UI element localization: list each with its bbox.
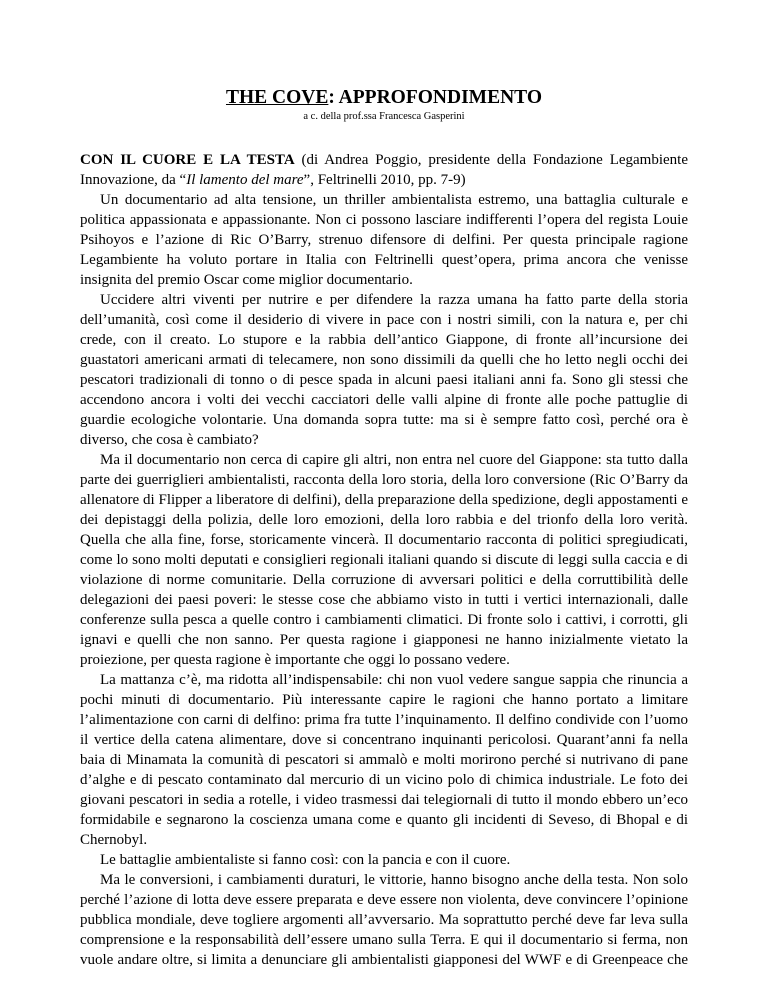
paragraph: Ma le conversioni, i cambiamenti duraturi, le vittorie, hanno bisogno anche della testa. Non solo perché l’azione di lotta deve essere preparata e deve essere non violenta, deve convincere l’opinione pubblica mondiale, deve togliere argomenti all’avversario. Ma soprattutto perché deve far leva sulla comprensione e la responsabilità dell’essere umano sulla Terra. E qui il documentario si ferma, non vuole andare oltre, si limita a denunciare gli ambientalisti giapponesi del WWF e di Greenpeace che — [80, 872, 688, 968]
paragraph: La mattanza c’è, ma ridotta all’indispensabile: chi non vuol vedere sangue sappia che rinuncia a pochi minuti di documentario. Più interessante capire le ragioni che hanno portato a limitare l’alimentazione con carni di delfino: prima fra tutte l’inquinamento. Il delfino condivide con l’uomo il vertice della catena alimentare, dove si concentrano inquinanti pericolosi. Quarant’anni fa nella baia di Minamata la comunità di pescatori si ammalò e molti morirono perché si nutrivano di pane d’alghe e di pescato contaminato dal mercurio di un vicino polo di chimica industriale. Le foto dei giovani pescatori in sedia a rotelle, i video trasmessi dai telegiornali di tutto il mondo ebbero un’eco formidabile e segnarono la coscienza umana come e quanto gli incidenti di Seveso, di Bhopal e di Chernobyl. — [80, 672, 688, 848]
article-body — [80, 150, 688, 970]
paragraph: Ma il documentario non cerca di capire gli altri, non entra nel cuore del Giappone: sta tutto dalla parte dei guerriglieri ambientalisti, racconta della loro storia, della loro conversione (Ric O’Barry da allenatore di Flipper a liberatore di delfini), della preparazione della spedizione, degli appostamenti e dei depistaggi della polizia, delle loro emozioni, della loro rabbia e del trionfo della loro verità. Quella che alla fine, forse, storicamente vincerà. Il documentario racconta di politici spregiudicati, come lo sono molti deputati e consiglieri regionali italiani quando si discute di leggi sulla caccia e di violazione di norme comunitarie. Della corruzione di avversari politici e della corruttibilità delle delegazioni dei paesi poveri: le stesse cose che abbiamo visto in tutti i vertici internazionali, dalle conferenze sulla pesca a quelle contro i cambiamenti climatici. Di fronte solo i cattivi, i corrotti, gli ignavi e quelli che non sanno. Per questa ragione i giapponesi ne hanno inizialmente vietato la proiezione, per questa ragione è importante che oggi lo possano vedere. — [80, 452, 688, 668]
paragraph: Un documentario ad alta tensione, un thriller ambientalista estremo, una battaglia culturale e politica appassionata e appassionante. Non ci possono lasciare indifferenti l’opera del regista Louie Psihoyos e l’azione di Ric O’Barry, strenuo difensore di delfini. Per questa principale ragione Legambiente ha voluto portare in Italia con Feltrinelli quest’opera, prima ancora che venisse insignita del premio Oscar come miglior documentario. — [80, 192, 688, 288]
title-film-name: THE COVE — [225, 87, 329, 108]
source-pre: (di Andrea Poggio, presidente della Fondazione Legambiente Innovazione, da “ — [80, 152, 688, 188]
paragraph: Uccidere altri viventi per nutrire e per difendere la razza umana ha fatto parte della storia dell’umanità, così come il desiderio di vivere in pace con i nostri simili, con la natura e, per chi crede, con il creato. Lo stupore e la rabbia dell’antico Giappone, di fronte all’incursione dei guastatori americani armati di telecamere, non sono dissimili da quelli che ho letto negli occhi dei pescatori tradizionali di tonno o di pesce spada in alcuni paesi italiani anni fa. Sono gli stessi che accendono ancora i volti dei vecchi cacciatori delle valli alpine di fronte alle poche pattuglie di guardie ecologiche volontarie. Una domanda sopra tutte: ma si è sempre fatto così, perché ora è diverso, che cosa è cambiato? — [80, 292, 688, 448]
page-title — [80, 86, 688, 110]
title-suffix: : APPROFONDIMENTO — [328, 87, 542, 108]
article-lead — [80, 150, 688, 190]
paragraph: Le battaglie ambientaliste si fanno così: con la pancia e con il cuore. — [100, 852, 511, 868]
article-heading: CON IL CUORE E LA TESTA — [80, 152, 295, 168]
source-book-title: Il lamento del mare — [186, 172, 304, 188]
page-subtitle: a c. della prof.ssa Francesca Gasperini — [303, 111, 465, 122]
source-post: ”, Feltrinelli 2010, pp. 7-9) — [303, 172, 466, 188]
